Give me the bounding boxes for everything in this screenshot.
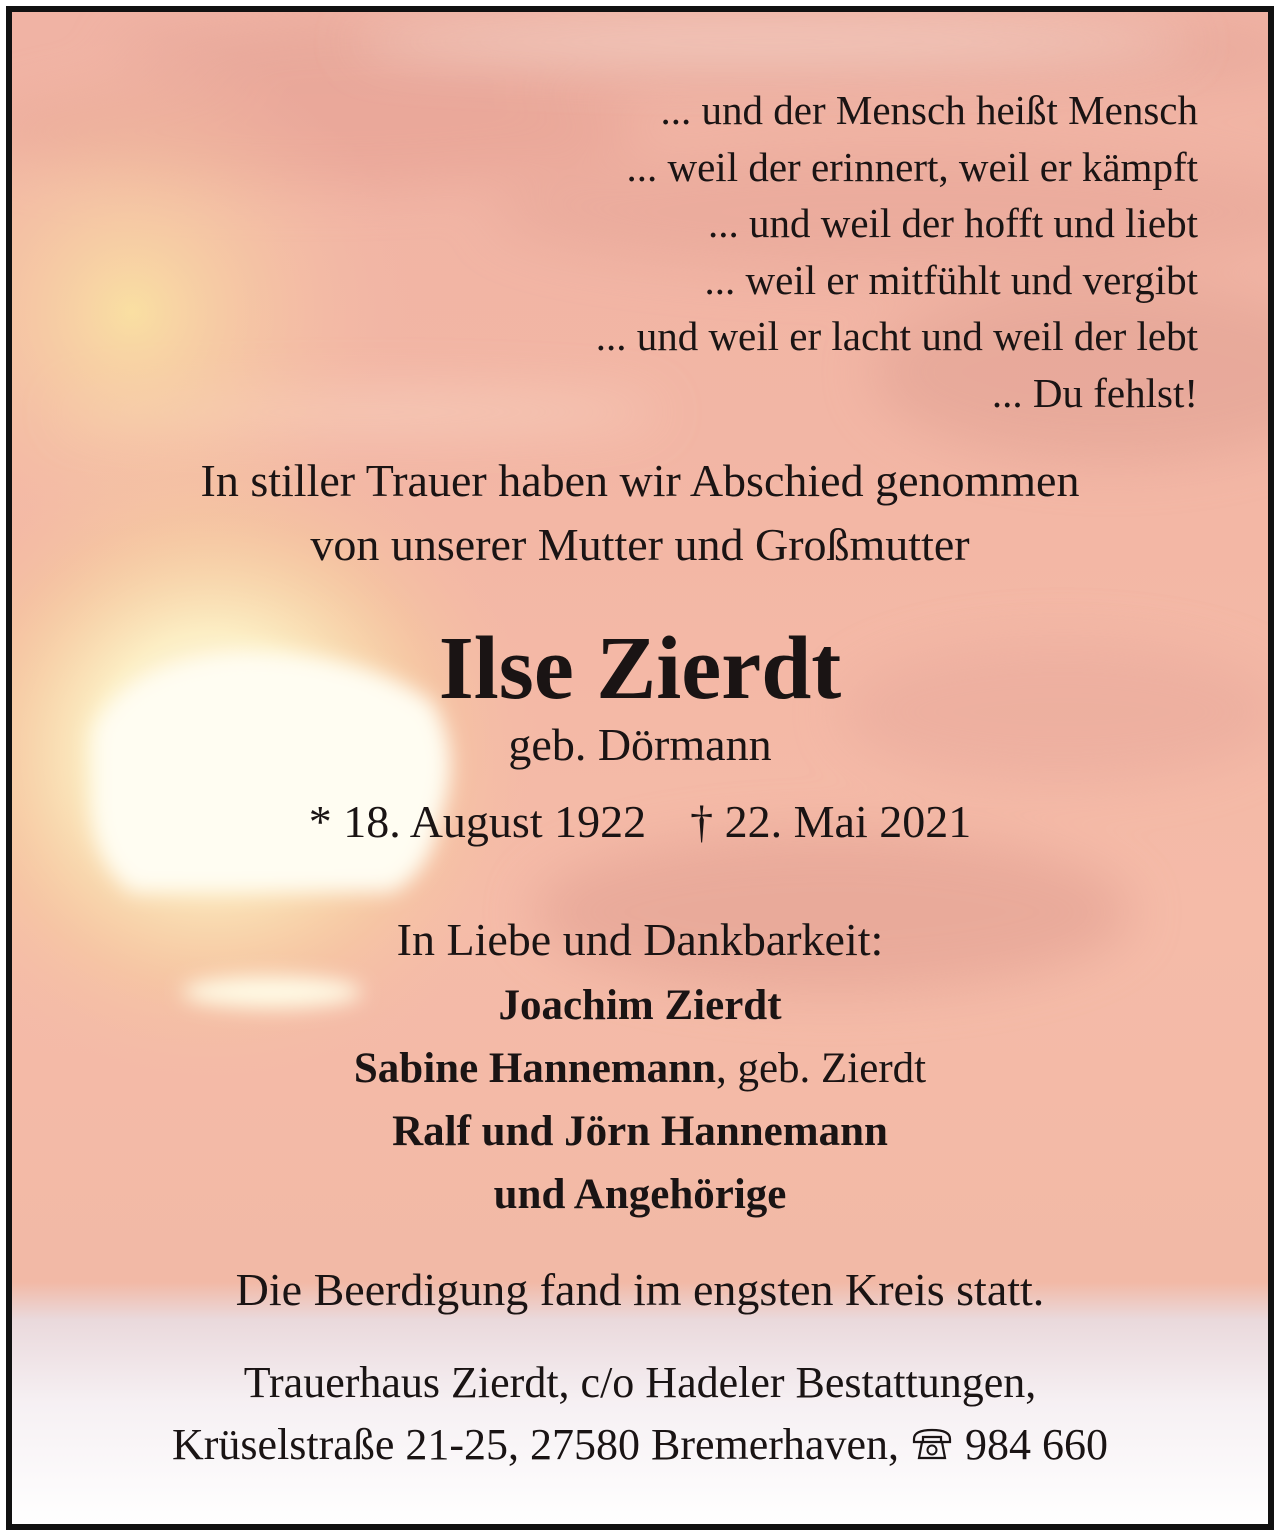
death-date: † 22. Mai 2021 <box>690 796 972 847</box>
mourner-line <box>12 1100 1268 1163</box>
address-line-1: Trauerhaus Zierdt, c/o Hadeler Bestattungen, <box>243 1358 1037 1407</box>
life-dates <box>12 792 1268 852</box>
mourners-list <box>12 974 1268 1226</box>
mourner-line <box>12 974 1268 1037</box>
address-street: Krüselstraße 21-25, 27580 Bremerhaven, <box>171 1420 899 1469</box>
intro-line-1: In stiller Trauer haben wir Abschied genommen <box>200 455 1080 506</box>
mourner-name: und Angehörige <box>493 1171 787 1218</box>
intro-line-2: von unserer Mutter und Großmutter <box>310 519 970 570</box>
phone-number: 984 660 <box>965 1420 1108 1469</box>
mourner-name: Sabine Hannemann <box>353 1045 716 1092</box>
mourner-name: Joachim Zierdt <box>498 982 782 1029</box>
poem <box>596 82 1198 421</box>
poem-line: ... und weil der hofft und liebt <box>707 200 1198 246</box>
address-line-2 <box>12 1414 1268 1480</box>
deceased-name: Ilse Zierdt <box>438 619 842 718</box>
poem-line: ... weil er mitfühlt und vergibt <box>704 256 1198 303</box>
obituary-frame <box>6 6 1274 1530</box>
intro-text <box>12 449 1268 577</box>
funeral-note: Die Beerdigung fand im engsten Kreis statt. <box>235 1264 1045 1315</box>
mourner-note: , geb. Zierdt <box>715 1045 927 1092</box>
poem-line: ... und der Mensch heißt Mensch <box>660 87 1198 133</box>
mourner-name: Ralf und Jörn Hannemann <box>392 1108 888 1155</box>
mourner-line <box>12 1037 1268 1100</box>
mourner-line <box>12 1163 1268 1226</box>
birth-date: * 18. August 1922 <box>308 796 647 847</box>
poem-line: ... und weil er lacht und weil der lebt <box>595 313 1198 359</box>
obituary-content <box>12 12 1268 1524</box>
telephone-icon <box>910 1418 954 1480</box>
mourners-heading: In Liebe und Dankbarkeit: <box>396 914 884 965</box>
poem-line: ... Du fehlst! <box>991 369 1198 416</box>
contact-address <box>12 1352 1268 1480</box>
maiden-name: geb. Dörmann <box>508 719 772 770</box>
poem-line: ... weil der erinnert, weil er kämpft <box>626 143 1198 190</box>
